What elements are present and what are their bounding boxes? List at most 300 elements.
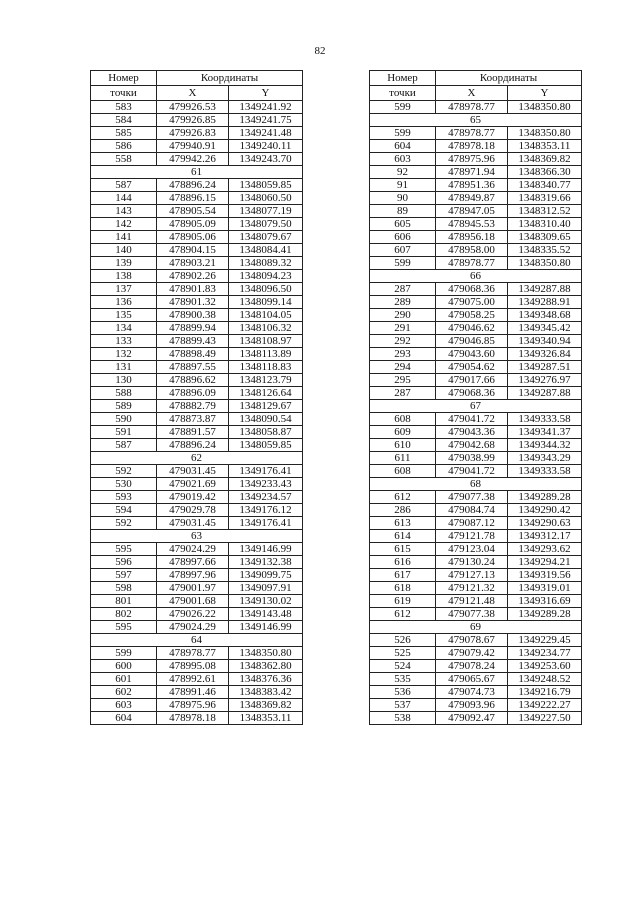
point-number: 90 xyxy=(370,192,436,205)
y-coordinate: 1349130.02 xyxy=(229,595,303,608)
table-subheader-row xyxy=(91,86,303,101)
y-coordinate: 1349229.45 xyxy=(508,634,582,647)
y-coordinate: 1348096.50 xyxy=(229,283,303,296)
table-row xyxy=(370,192,582,205)
table-row xyxy=(370,504,582,517)
x-coordinate: 479046.62 xyxy=(436,322,508,335)
table-row xyxy=(370,634,582,647)
x-coordinate: 478904.15 xyxy=(157,244,229,257)
x-coordinate: 478992.61 xyxy=(157,673,229,686)
table-subheader-row xyxy=(370,86,582,101)
x-coordinate: 478978.77 xyxy=(157,647,229,660)
table-row xyxy=(91,699,303,712)
table-header-row xyxy=(370,71,582,86)
x-coordinate: 478978.77 xyxy=(436,257,508,270)
table-row xyxy=(370,205,582,218)
y-coordinate: 1348123.79 xyxy=(229,374,303,387)
point-number: 612 xyxy=(370,608,436,621)
x-coordinate: 479068.36 xyxy=(436,283,508,296)
section-number: 66 xyxy=(370,270,582,283)
y-coordinate: 1349319.56 xyxy=(508,569,582,582)
y-coordinate: 1349287.51 xyxy=(508,361,582,374)
section-row xyxy=(91,634,303,647)
y-coordinate: 1349348.68 xyxy=(508,309,582,322)
x-coordinate: 478956.18 xyxy=(436,231,508,244)
y-header: Y xyxy=(508,86,582,101)
coordinates-table-left xyxy=(90,70,303,725)
y-coordinate: 1349241.75 xyxy=(229,114,303,127)
point-number: 600 xyxy=(91,660,157,673)
y-header: Y xyxy=(229,86,303,101)
table-row xyxy=(91,556,303,569)
point-number: 602 xyxy=(91,686,157,699)
point-number: 525 xyxy=(370,647,436,660)
y-coordinate: 1348079.50 xyxy=(229,218,303,231)
point-number: 609 xyxy=(370,426,436,439)
table-row xyxy=(91,517,303,530)
point-number: 290 xyxy=(370,309,436,322)
point-number: 133 xyxy=(91,335,157,348)
point-number-header-2: точки xyxy=(370,86,436,101)
point-number: 587 xyxy=(91,439,157,452)
point-number: 131 xyxy=(91,361,157,374)
table-row xyxy=(370,686,582,699)
table-row xyxy=(370,179,582,192)
table-row xyxy=(91,582,303,595)
x-coordinate: 479121.32 xyxy=(436,582,508,595)
x-coordinate: 479042.68 xyxy=(436,439,508,452)
y-coordinate: 1348353.11 xyxy=(508,140,582,153)
table-row xyxy=(370,582,582,595)
point-number: 604 xyxy=(91,712,157,725)
table-row xyxy=(91,309,303,322)
table-row xyxy=(91,127,303,140)
table-row xyxy=(91,712,303,725)
table-row xyxy=(370,140,582,153)
table-row xyxy=(370,218,582,231)
y-coordinate: 1349097.91 xyxy=(229,582,303,595)
table-row xyxy=(370,426,582,439)
x-coordinate: 479123.04 xyxy=(436,543,508,556)
x-coordinate: 479024.29 xyxy=(157,621,229,634)
table-row xyxy=(91,491,303,504)
point-number: 802 xyxy=(91,608,157,621)
x-coordinate: 479078.67 xyxy=(436,634,508,647)
y-coordinate: 1349294.21 xyxy=(508,556,582,569)
section-number: 64 xyxy=(91,634,303,647)
x-coordinate: 479942.26 xyxy=(157,153,229,166)
point-number: 292 xyxy=(370,335,436,348)
x-coordinate: 478958.00 xyxy=(436,244,508,257)
x-coordinate: 478891.57 xyxy=(157,426,229,439)
x-coordinate: 478978.18 xyxy=(436,140,508,153)
point-number: 287 xyxy=(370,387,436,400)
point-number: 599 xyxy=(91,647,157,660)
point-number: 611 xyxy=(370,452,436,465)
table-row xyxy=(370,309,582,322)
y-coordinate: 1348369.82 xyxy=(229,699,303,712)
x-coordinate: 479001.68 xyxy=(157,595,229,608)
point-number: 608 xyxy=(370,413,436,426)
point-number: 92 xyxy=(370,166,436,179)
y-coordinate: 1348079.67 xyxy=(229,231,303,244)
x-coordinate: 478978.77 xyxy=(436,127,508,140)
point-number: 588 xyxy=(91,387,157,400)
section-number: 68 xyxy=(370,478,582,491)
point-number: 537 xyxy=(370,699,436,712)
point-number: 91 xyxy=(370,179,436,192)
y-coordinate: 1348319.66 xyxy=(508,192,582,205)
coordinates-table-right xyxy=(369,70,582,725)
page-number: 82 xyxy=(314,45,326,57)
y-coordinate: 1349099.75 xyxy=(229,569,303,582)
section-number: 63 xyxy=(91,530,303,543)
y-coordinate: 1349289.28 xyxy=(508,608,582,621)
point-number: 613 xyxy=(370,517,436,530)
point-number: 603 xyxy=(91,699,157,712)
x-coordinate: 479031.45 xyxy=(157,517,229,530)
y-coordinate: 1348129.67 xyxy=(229,400,303,413)
point-number: 618 xyxy=(370,582,436,595)
x-coordinate: 478882.79 xyxy=(157,400,229,413)
table-row xyxy=(91,413,303,426)
point-number: 585 xyxy=(91,127,157,140)
point-number: 593 xyxy=(91,491,157,504)
table-row xyxy=(91,400,303,413)
table-header-row xyxy=(91,71,303,86)
table-row xyxy=(91,179,303,192)
table-row xyxy=(91,595,303,608)
table-row xyxy=(91,504,303,517)
point-number: 601 xyxy=(91,673,157,686)
table-row xyxy=(91,101,303,114)
x-coordinate: 479029.78 xyxy=(157,504,229,517)
point-number: 592 xyxy=(91,517,157,530)
table-row xyxy=(370,608,582,621)
table-row xyxy=(370,660,582,673)
x-coordinate: 479024.29 xyxy=(157,543,229,556)
point-number-header: Номер xyxy=(370,71,436,86)
table-row xyxy=(91,478,303,491)
x-coordinate: 478975.96 xyxy=(157,699,229,712)
y-coordinate: 1349288.91 xyxy=(508,296,582,309)
point-number: 606 xyxy=(370,231,436,244)
y-coordinate: 1349316.69 xyxy=(508,595,582,608)
point-number: 592 xyxy=(91,465,157,478)
x-coordinate: 478905.06 xyxy=(157,231,229,244)
x-coordinate: 478898.49 xyxy=(157,348,229,361)
y-coordinate: 1349132.38 xyxy=(229,556,303,569)
x-coordinate: 478951.36 xyxy=(436,179,508,192)
y-coordinate: 1348099.14 xyxy=(229,296,303,309)
y-coordinate: 1348350.80 xyxy=(229,647,303,660)
point-number: 587 xyxy=(91,179,157,192)
x-coordinate: 479043.60 xyxy=(436,348,508,361)
y-coordinate: 1349333.58 xyxy=(508,413,582,426)
table-row xyxy=(370,699,582,712)
x-coordinate: 479026.22 xyxy=(157,608,229,621)
x-coordinate: 479087.12 xyxy=(436,517,508,530)
table-row xyxy=(370,569,582,582)
y-coordinate: 1349227.50 xyxy=(508,712,582,725)
table-row xyxy=(370,595,582,608)
section-number: 67 xyxy=(370,400,582,413)
x-coordinate: 479019.42 xyxy=(157,491,229,504)
point-number-header-2: точки xyxy=(91,86,157,101)
x-header: X xyxy=(436,86,508,101)
y-coordinate: 1348077.19 xyxy=(229,205,303,218)
point-number: 536 xyxy=(370,686,436,699)
y-coordinate: 1349341.37 xyxy=(508,426,582,439)
x-coordinate: 478978.77 xyxy=(436,101,508,114)
y-coordinate: 1349333.58 xyxy=(508,465,582,478)
point-number: 590 xyxy=(91,413,157,426)
table-row xyxy=(91,205,303,218)
section-number: 65 xyxy=(370,114,582,127)
x-coordinate: 478978.18 xyxy=(157,712,229,725)
point-number: 293 xyxy=(370,348,436,361)
point-number: 291 xyxy=(370,322,436,335)
table-row xyxy=(370,153,582,166)
x-coordinate: 478901.83 xyxy=(157,283,229,296)
x-coordinate: 478995.08 xyxy=(157,660,229,673)
y-coordinate: 1348383.42 xyxy=(229,686,303,699)
table-row xyxy=(370,543,582,556)
section-row xyxy=(91,530,303,543)
point-number: 139 xyxy=(91,257,157,270)
table-row xyxy=(91,114,303,127)
x-coordinate: 478903.21 xyxy=(157,257,229,270)
table-row xyxy=(91,296,303,309)
x-coordinate: 479130.24 xyxy=(436,556,508,569)
section-row xyxy=(91,452,303,465)
y-coordinate: 1349340.94 xyxy=(508,335,582,348)
table-row xyxy=(91,257,303,270)
y-coordinate: 1348350.80 xyxy=(508,127,582,140)
y-coordinate: 1348060.50 xyxy=(229,192,303,205)
x-coordinate: 478971.94 xyxy=(436,166,508,179)
table-row xyxy=(91,647,303,660)
table-row xyxy=(370,101,582,114)
table-row xyxy=(370,413,582,426)
point-number: 142 xyxy=(91,218,157,231)
y-coordinate: 1349146.99 xyxy=(229,621,303,634)
y-coordinate: 1348366.30 xyxy=(508,166,582,179)
y-coordinate: 1348353.11 xyxy=(229,712,303,725)
point-number: 135 xyxy=(91,309,157,322)
x-coordinate: 478945.53 xyxy=(436,218,508,231)
x-coordinate: 478949.87 xyxy=(436,192,508,205)
point-number: 617 xyxy=(370,569,436,582)
point-number: 535 xyxy=(370,673,436,686)
table-row xyxy=(91,543,303,556)
table-row xyxy=(370,283,582,296)
x-coordinate: 478902.26 xyxy=(157,270,229,283)
x-coordinate: 479075.00 xyxy=(436,296,508,309)
point-number: 599 xyxy=(370,127,436,140)
x-coordinate: 479046.85 xyxy=(436,335,508,348)
y-coordinate: 1348376.36 xyxy=(229,673,303,686)
x-coordinate: 479043.36 xyxy=(436,426,508,439)
table-row xyxy=(370,673,582,686)
y-coordinate: 1349343.29 xyxy=(508,452,582,465)
section-row xyxy=(370,478,582,491)
x-coordinate: 478997.66 xyxy=(157,556,229,569)
table-row xyxy=(370,712,582,725)
y-coordinate: 1348094.23 xyxy=(229,270,303,283)
y-coordinate: 1349176.41 xyxy=(229,517,303,530)
x-coordinate: 479068.36 xyxy=(436,387,508,400)
table-row xyxy=(91,218,303,231)
y-coordinate: 1349233.43 xyxy=(229,478,303,491)
x-coordinate: 478905.09 xyxy=(157,218,229,231)
point-number: 801 xyxy=(91,595,157,608)
y-coordinate: 1349248.52 xyxy=(508,673,582,686)
y-coordinate: 1348059.85 xyxy=(229,439,303,452)
table-row xyxy=(91,270,303,283)
x-coordinate: 478896.24 xyxy=(157,179,229,192)
x-coordinate: 478905.54 xyxy=(157,205,229,218)
y-coordinate: 1349276.97 xyxy=(508,374,582,387)
point-number: 589 xyxy=(91,400,157,413)
y-coordinate: 1349290.42 xyxy=(508,504,582,517)
x-coordinate: 479926.83 xyxy=(157,127,229,140)
table-row xyxy=(370,530,582,543)
point-number: 143 xyxy=(91,205,157,218)
section-row xyxy=(370,621,582,634)
y-coordinate: 1349243.70 xyxy=(229,153,303,166)
x-coordinate: 479127.13 xyxy=(436,569,508,582)
y-coordinate: 1348310.40 xyxy=(508,218,582,231)
y-coordinate: 1349146.99 xyxy=(229,543,303,556)
point-number: 616 xyxy=(370,556,436,569)
x-coordinate: 479001.97 xyxy=(157,582,229,595)
x-coordinate: 479077.38 xyxy=(436,608,508,621)
point-number: 286 xyxy=(370,504,436,517)
y-coordinate: 1348350.80 xyxy=(508,101,582,114)
table-row xyxy=(91,361,303,374)
x-coordinate: 479926.53 xyxy=(157,101,229,114)
y-coordinate: 1349344.32 xyxy=(508,439,582,452)
table-row xyxy=(91,192,303,205)
table-row xyxy=(370,244,582,257)
point-number: 605 xyxy=(370,218,436,231)
x-coordinate: 478997.96 xyxy=(157,569,229,582)
y-coordinate: 1348108.97 xyxy=(229,335,303,348)
y-coordinate: 1348312.52 xyxy=(508,205,582,218)
y-coordinate: 1348089.32 xyxy=(229,257,303,270)
table-row xyxy=(370,647,582,660)
point-number: 619 xyxy=(370,595,436,608)
table-row xyxy=(91,465,303,478)
point-number: 586 xyxy=(91,140,157,153)
point-number: 614 xyxy=(370,530,436,543)
x-coordinate: 479058.25 xyxy=(436,309,508,322)
point-number: 608 xyxy=(370,465,436,478)
point-number: 287 xyxy=(370,283,436,296)
section-row xyxy=(370,114,582,127)
point-number: 615 xyxy=(370,543,436,556)
table-row xyxy=(370,127,582,140)
x-coordinate: 478896.62 xyxy=(157,374,229,387)
y-coordinate: 1349240.11 xyxy=(229,140,303,153)
x-coordinate: 479078.24 xyxy=(436,660,508,673)
y-coordinate: 1349176.41 xyxy=(229,465,303,478)
table-row xyxy=(91,439,303,452)
coordinates-header: Координаты xyxy=(157,71,303,86)
table-row xyxy=(91,608,303,621)
x-coordinate: 478899.43 xyxy=(157,335,229,348)
table-row xyxy=(91,348,303,361)
y-coordinate: 1349326.84 xyxy=(508,348,582,361)
x-coordinate: 479074.73 xyxy=(436,686,508,699)
section-number: 61 xyxy=(91,166,303,179)
x-coordinate: 478991.46 xyxy=(157,686,229,699)
point-number: 140 xyxy=(91,244,157,257)
y-coordinate: 1349312.17 xyxy=(508,530,582,543)
point-number: 595 xyxy=(91,543,157,556)
x-coordinate: 478896.15 xyxy=(157,192,229,205)
x-coordinate: 478899.94 xyxy=(157,322,229,335)
point-number: 89 xyxy=(370,205,436,218)
x-coordinate: 479031.45 xyxy=(157,465,229,478)
point-number: 134 xyxy=(91,322,157,335)
table-row xyxy=(91,686,303,699)
table-row xyxy=(370,361,582,374)
point-number: 144 xyxy=(91,192,157,205)
point-number: 132 xyxy=(91,348,157,361)
section-row xyxy=(370,270,582,283)
x-coordinate: 479084.74 xyxy=(436,504,508,517)
y-coordinate: 1349287.88 xyxy=(508,283,582,296)
section-number: 62 xyxy=(91,452,303,465)
point-number: 136 xyxy=(91,296,157,309)
y-coordinate: 1348058.87 xyxy=(229,426,303,439)
table-row xyxy=(91,283,303,296)
x-coordinate: 479092.47 xyxy=(436,712,508,725)
y-coordinate: 1348118.83 xyxy=(229,361,303,374)
table-row xyxy=(91,335,303,348)
point-number: 610 xyxy=(370,439,436,452)
x-coordinate: 479041.72 xyxy=(436,413,508,426)
point-number: 594 xyxy=(91,504,157,517)
y-coordinate: 1349293.62 xyxy=(508,543,582,556)
x-coordinate: 479940.91 xyxy=(157,140,229,153)
y-coordinate: 1348113.89 xyxy=(229,348,303,361)
point-number: 295 xyxy=(370,374,436,387)
point-number: 612 xyxy=(370,491,436,504)
x-coordinate: 478900.38 xyxy=(157,309,229,322)
section-row xyxy=(91,166,303,179)
x-coordinate: 479121.48 xyxy=(436,595,508,608)
y-coordinate: 1349216.79 xyxy=(508,686,582,699)
table-row xyxy=(370,491,582,504)
x-coordinate: 478975.96 xyxy=(436,153,508,166)
point-number: 289 xyxy=(370,296,436,309)
table-row xyxy=(91,569,303,582)
x-coordinate: 479093.96 xyxy=(436,699,508,712)
point-number: 138 xyxy=(91,270,157,283)
table-row xyxy=(370,452,582,465)
y-coordinate: 1348126.64 xyxy=(229,387,303,400)
point-number: 598 xyxy=(91,582,157,595)
y-coordinate: 1348106.32 xyxy=(229,322,303,335)
x-coordinate: 479926.85 xyxy=(157,114,229,127)
x-coordinate: 479041.72 xyxy=(436,465,508,478)
x-coordinate: 478873.87 xyxy=(157,413,229,426)
point-number: 599 xyxy=(370,101,436,114)
table-row xyxy=(91,153,303,166)
